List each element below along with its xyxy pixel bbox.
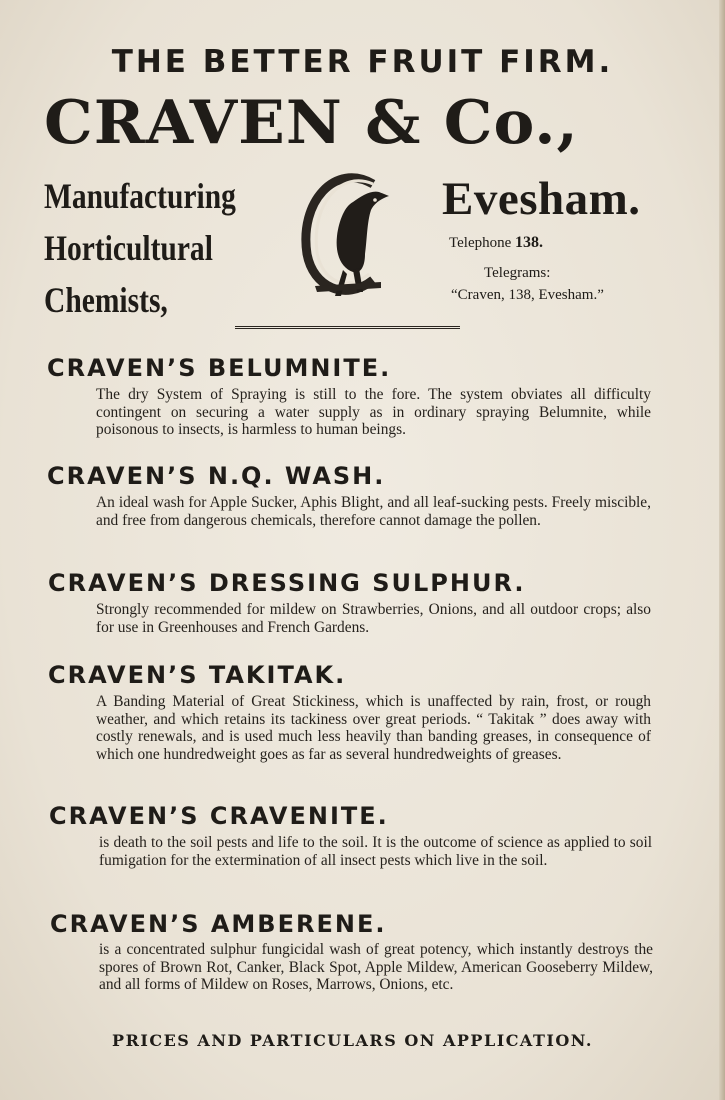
telephone-number: 138. (515, 234, 544, 251)
tagline: THE BETTER FRUIT FIRM. (111, 44, 614, 80)
product-description: Strongly recommended for mildew on Strawberries, Onions, and all outdoor crops; also for use in Greenhouses and French Gardens. (96, 601, 651, 636)
product-title: CRAVEN’S DRESSING SULPHUR. (48, 569, 526, 597)
telephone (449, 234, 543, 252)
footer-note: PRICES AND PARTICULARS ON APPLICATION. (112, 1031, 593, 1050)
crow-logo-icon (295, 162, 395, 307)
product-title: CRAVEN’S CRAVENITE. (49, 802, 389, 830)
product-description: The dry System of Spraying is still to the fore. The system obviates all difficulty contingent on securing a water supply as in ordinary spraying Belumnite, while poisonous to insects, is harmless to human beings. (96, 386, 651, 438)
description-line: Manufacturing (44, 176, 236, 216)
description-line: Horticultural (44, 228, 213, 268)
product-description: is a concentrated sulphur fungicidal wash of great potency, which instantly destroys the spores of Brown Rot, Canker, Black Spot, Apple Mildew, American Gooseberry Mildew, and all forms of Mildew on Roses, Marrows, Onions, etc. (99, 941, 653, 993)
product-title: CRAVEN’S TAKITAK. (48, 661, 347, 689)
product-title: CRAVEN’S AMBERENE. (50, 910, 387, 938)
telegrams-label: Telegrams: (484, 265, 551, 281)
product-description: A Banding Material of Great Stickiness, which is unaffected by rain, frost, or rough weather, and which retains its tackiness over great periods. “ Takitak ” does away with costly renewals, and is used much less heavily than banding greases, in consequence of which one hundredweight goes as far as several hundredweights of greases. (96, 693, 651, 763)
business-description (44, 170, 236, 326)
telegrams-address: “Craven, 138, Evesham.” (451, 287, 604, 303)
page-edge (719, 0, 725, 1100)
company-name: CRAVEN & Co., (44, 88, 579, 158)
telephone-label: Telephone (449, 235, 512, 251)
divider (235, 326, 460, 329)
description-line: Chemists, (44, 280, 168, 320)
product-description: An ideal wash for Apple Sucker, Aphis Blight, and all leaf-sucking pests. Freely miscible, and free from dangerous chemicals, therefore cannot damage the pollen. (96, 494, 651, 529)
product-title: CRAVEN’S BELUMNITE. (47, 354, 392, 382)
product-description: is death to the soil pests and life to the soil. It is the outcome of science as applied to soil fumigation for the extermination of all insect pests which live in the soil. (99, 834, 652, 869)
location: Evesham. (442, 173, 641, 225)
product-title: CRAVEN’S N.Q. WASH. (47, 462, 386, 490)
